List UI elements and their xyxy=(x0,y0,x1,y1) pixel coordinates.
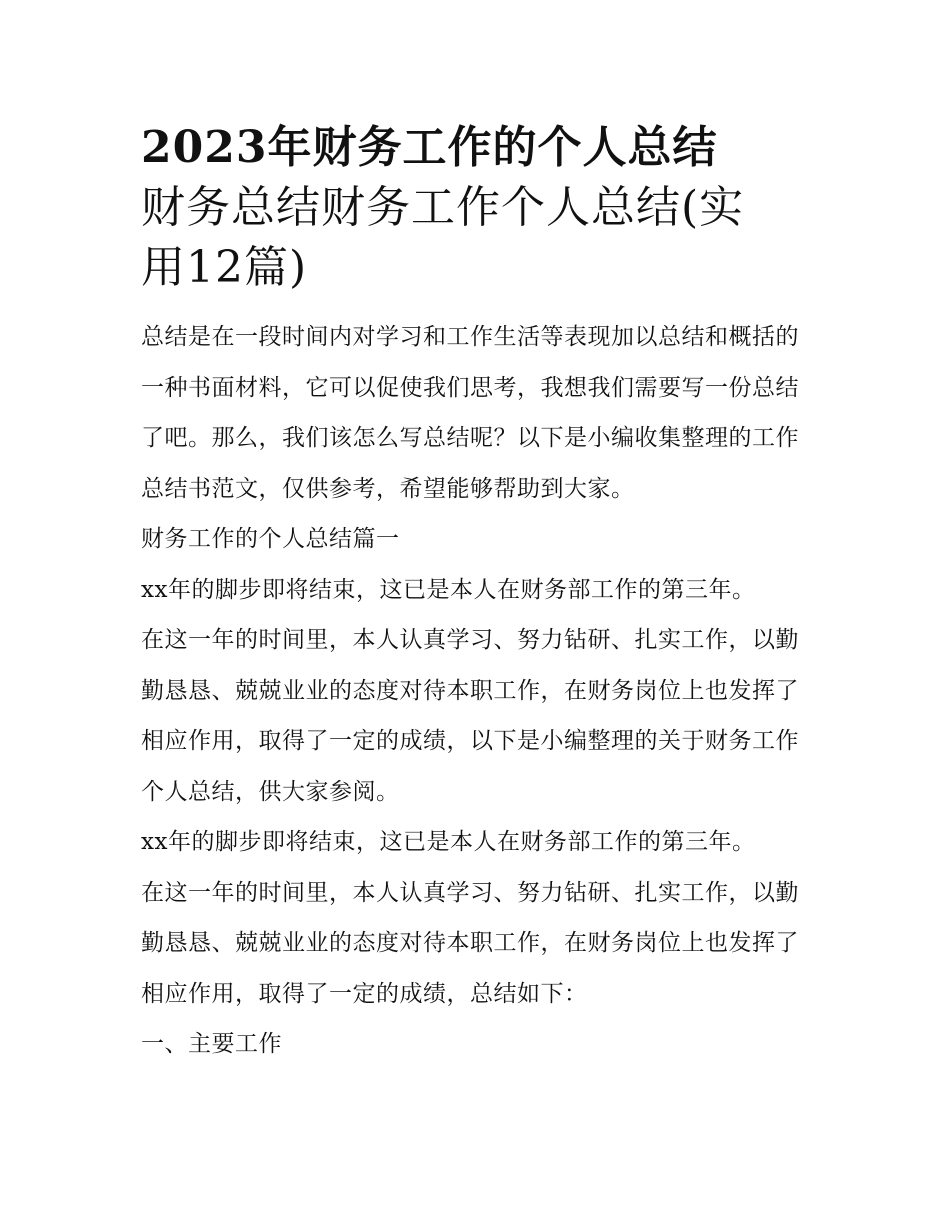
title-line-2: 财务总结财务工作个人总结(实 xyxy=(141,182,745,233)
title-line-3: 用12篇) xyxy=(141,242,308,293)
paragraph-year-end-2: xx年的脚步即将结束，这已是本人在财务部工作的第三年。 xyxy=(141,829,756,855)
section-heading-main-work: 一、主要工作 xyxy=(141,1031,282,1057)
paragraph-summary-2: 在这一年的时间里，本人认真学习、努力钻研、扎实工作，以勤勤恳恳、兢兢业业的态度对待本职工作，在财务岗位上也发挥了相应作用，取得了一定的成绩，总结如下： xyxy=(141,879,799,1007)
intro-paragraph: 总结是在一段时间内对学习和工作生活等表现加以总结和概括的一种书面材料，它可以促使我们思考，我想我们需要写一份总结了吧。那么，我们该怎么写总结呢？以下是小编收集整理的工作总结书范文，仅供参考，希望能够帮助到大家。 xyxy=(141,324,799,502)
document-page xyxy=(141,118,821,1070)
document-body xyxy=(141,312,821,1070)
paragraph-summary-1: 在这一年的时间里，本人认真学习、努力钻研、扎实工作，以勤勤恳恳、兢兢业业的态度对待本职工作，在财务岗位上也发挥了相应作用，取得了一定的成绩，以下是小编整理的关于财务工作个人总结，供大家参阅。 xyxy=(141,627,799,805)
title-line-1: 2023年财务工作的个人总结 xyxy=(141,122,718,173)
paragraph-year-end-1: xx年的脚步即将结束，这已是本人在财务部工作的第三年。 xyxy=(141,576,756,603)
document-title xyxy=(141,118,821,298)
section-heading-part-one: 财务工作的个人总结篇一 xyxy=(141,526,400,552)
